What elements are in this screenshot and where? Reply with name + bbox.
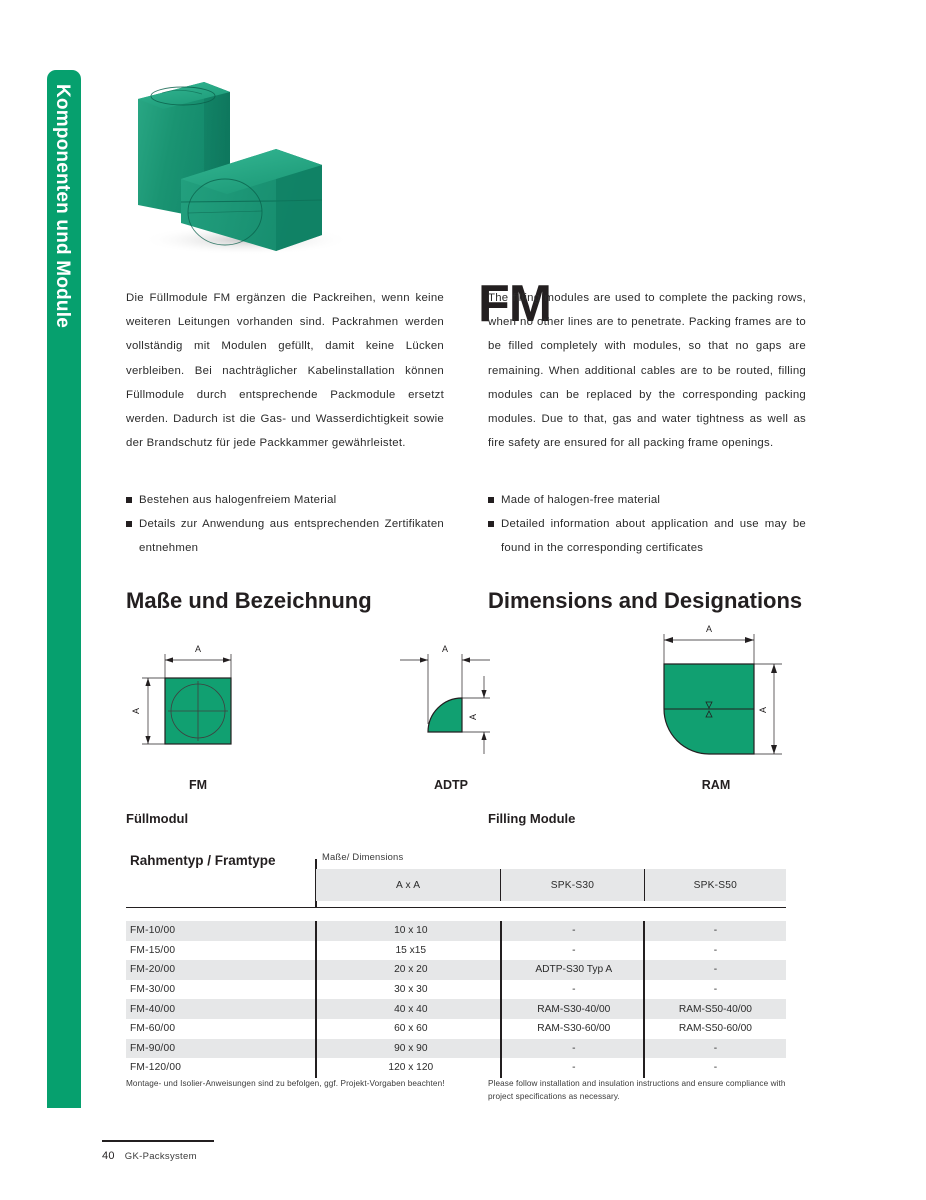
- drawing-caption-adtp: ADTP: [433, 778, 469, 792]
- fm-wordmark: FM: [478, 275, 552, 333]
- section-heading-de: Maße und Bezeichnung: [126, 588, 372, 613]
- footnote-de: Montage- und Isolier-Anweisungen sind zu befolgen, ggf. Projekt-Vorgaben beachten!: [126, 1079, 445, 1088]
- table-body-divider-2: [500, 921, 502, 1078]
- dimensions-table: [126, 845, 786, 1074]
- cell-spk-s30: -: [572, 1042, 576, 1054]
- table-body: [126, 921, 786, 1078]
- cell-frame-type: FM-20/00: [130, 964, 176, 976]
- sidebar-section-label: Komponenten und Module: [52, 84, 73, 328]
- list-item: Details zur Anwendung aus entsprechenden Zertifikaten entnehmen: [126, 512, 444, 560]
- footer-label: GK-Packsystem: [124, 1150, 197, 1162]
- drawing-caption-fm: FM: [188, 778, 208, 792]
- intro-text-de: Die Füllmodule FM ergänzen die Packreihen, wenn keine weiteren Leitungen vorhanden sind. Packrahmen werden vollständig mit Modulen gefüllt, damit keine Lücken verbleiben. Bei nachträglicher Kabelinstallation können Füllmodule durch entsprechende Packmodule ersetzt werden. Dadurch ist die Gas- und Wasserdichtigkeit sowie der Brandschutz für jede Packkammer gewährleistet.: [126, 292, 444, 450]
- list-item: Made of halogen-free material: [488, 488, 806, 512]
- cell-dimensions: 40 x 40: [394, 1003, 428, 1015]
- adtp-dimension-drawing: [386, 632, 516, 777]
- svg-text:A: A: [758, 706, 768, 714]
- ram-dimension-drawing: [626, 620, 806, 770]
- footnote-en: Please follow installation and insulation instructions and ensure compliance with project specifications as necessary.: [488, 1079, 786, 1101]
- cell-dimensions: 90 x 90: [394, 1042, 428, 1054]
- table-body-divider-3: [643, 921, 645, 1078]
- column-header-spk-s30: SPK-S30: [500, 869, 643, 901]
- cell-spk-s50: -: [713, 964, 718, 976]
- technical-drawings: [126, 620, 806, 795]
- cell-dimensions: 30 x 30: [394, 984, 428, 996]
- features-list-en: [488, 488, 806, 561]
- intro-text-en: The filling modules are used to complete the packing rows, when no other lines are to penetrate. Packing frames are to be filled completely with modules, so that no gaps are remaining. When additional cables are to be routed, filling modules can be replaced by the corresponding packing modules. Due to that, gas and water tightness as well as fire safety are ensured for all packing frame openings.: [488, 292, 806, 450]
- column-header-dimensions: A x A: [395, 879, 421, 891]
- cell-spk-s30: RAM-S30-40/00: [537, 1003, 611, 1015]
- table-header: [126, 845, 786, 907]
- table-row: [126, 921, 786, 941]
- cell-spk-s50: RAM-S50-40/00: [678, 1003, 752, 1015]
- features-list-de-wrapper: [126, 488, 444, 561]
- list-item: Bestehen aus halogenfreiem Material: [126, 488, 444, 512]
- cell-spk-s30: -: [572, 1062, 576, 1074]
- table-title: Rahmentyp / Framtype: [130, 853, 276, 868]
- table-group-header: Maße/ Dimensions: [322, 851, 404, 862]
- cell-spk-s50: RAM-S50-60/00: [678, 1023, 752, 1035]
- cell-spk-s30: ADTP-S30 Typ A: [535, 964, 613, 976]
- cell-dimensions: 60 x 60: [394, 1023, 428, 1035]
- cell-frame-type: FM-90/00: [130, 1042, 176, 1054]
- sidebar-section-tab: [47, 70, 81, 1108]
- cell-spk-s50: -: [713, 1062, 718, 1074]
- cell-spk-s30: -: [572, 925, 576, 937]
- svg-text:A: A: [194, 644, 202, 654]
- list-item: Detailed information about application and use may be found in the corresponding certificates: [488, 512, 806, 560]
- section-heading-en: Dimensions and Designations: [488, 588, 803, 613]
- features-list-de: [126, 488, 444, 561]
- features-list-en-wrapper: [488, 488, 806, 561]
- table-header-rule: [126, 907, 786, 908]
- cell-dimensions: 20 x 20: [394, 964, 428, 976]
- intro-text-de-wrapper: [126, 286, 444, 455]
- column-header-spk-s50: SPK-S50: [644, 869, 786, 901]
- cell-spk-s30: -: [572, 944, 576, 956]
- cell-frame-type: FM-40/00: [130, 1003, 176, 1015]
- svg-text:A: A: [468, 713, 478, 721]
- intro-text-en-wrapper: [488, 286, 806, 455]
- table-row: [126, 960, 786, 980]
- footer-text: [102, 1150, 214, 1162]
- table-row: [126, 980, 786, 1000]
- cell-frame-type: FM-30/00: [130, 984, 176, 996]
- cell-spk-s50: -: [713, 944, 718, 956]
- subheading-en: Filling Module: [488, 811, 576, 826]
- table-row: [126, 1058, 786, 1078]
- table-row: [126, 1039, 786, 1059]
- drawing-caption-ram: RAM: [701, 778, 731, 792]
- svg-text:A: A: [705, 624, 713, 634]
- fm-dimension-drawing: [128, 632, 268, 777]
- filling-modules-illustration: [126, 72, 426, 262]
- table-row: [126, 999, 786, 1019]
- cell-spk-s50: -: [713, 1042, 718, 1054]
- cell-frame-type: FM-10/00: [130, 925, 176, 937]
- cell-dimensions: 10 x 10: [394, 925, 428, 937]
- svg-text:A: A: [131, 707, 141, 715]
- table-row: [126, 941, 786, 961]
- cell-spk-s30: -: [572, 984, 576, 996]
- footer-rule: [102, 1140, 214, 1142]
- page-number: 40: [102, 1149, 115, 1162]
- table-column-headers: [316, 869, 786, 901]
- svg-text:A: A: [441, 644, 449, 654]
- cell-frame-type: FM-60/00: [130, 1023, 176, 1035]
- cell-spk-s50: -: [713, 984, 718, 996]
- cell-spk-s50: -: [713, 925, 718, 937]
- table-body-divider-1: [315, 921, 317, 1078]
- cell-spk-s30: RAM-S30-60/00: [537, 1023, 611, 1035]
- cell-dimensions: 15 x15: [395, 944, 427, 956]
- cell-dimensions: 120 x 120: [388, 1062, 434, 1074]
- product-photo: [126, 72, 552, 333]
- cell-frame-type: FM-15/00: [130, 944, 176, 956]
- cell-frame-type: FM-120/00: [130, 1062, 182, 1074]
- table-row: [126, 1019, 786, 1039]
- subheading-de: Füllmodul: [126, 811, 189, 826]
- page-footer: [102, 1140, 214, 1162]
